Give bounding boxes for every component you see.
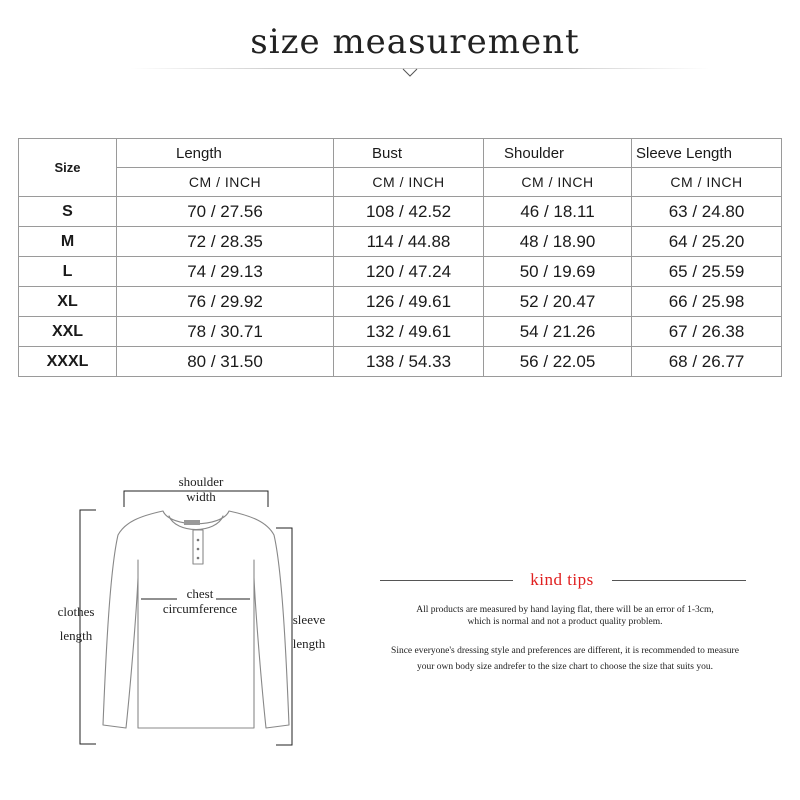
table-header-row — [19, 139, 782, 168]
size-cell: XL — [19, 287, 117, 317]
unit-label: CM / INCH — [632, 168, 782, 197]
length-cell: 78 / 30.71 — [117, 317, 334, 347]
shoulder-cell: 54 / 21.26 — [484, 317, 632, 347]
sleeve-cell: 67 / 26.38 — [632, 317, 782, 347]
chevron-down-icon — [402, 68, 418, 78]
length-column-header: Length — [117, 139, 334, 168]
table-row — [19, 197, 782, 227]
length-cell: 74 / 29.13 — [117, 257, 334, 287]
neck-label-tag — [184, 520, 200, 525]
table-row — [19, 227, 782, 257]
bust-cell: 108 / 42.52 — [334, 197, 484, 227]
size-cell: M — [19, 227, 117, 257]
table-unit-row — [19, 168, 782, 197]
size-cell: XXXL — [19, 347, 117, 377]
tip-text: All products are measured by hand laying flat, there will be an error of 1-3cm, — [416, 605, 714, 615]
shoulder-cell: 52 / 20.47 — [484, 287, 632, 317]
size-chart-table — [18, 138, 782, 377]
tips-divider-right — [612, 580, 746, 581]
bust-cell: 126 / 49.61 — [334, 287, 484, 317]
sleeve-cell: 66 / 25.98 — [632, 287, 782, 317]
sleeve-length-label: sleeve length — [292, 612, 326, 651]
sleeve-cell: 63 / 24.80 — [632, 197, 782, 227]
clothes-length-label: clothes length — [57, 604, 95, 643]
size-cell: XXL — [19, 317, 117, 347]
tip-text: Since everyone's dressing style and preferences are different, it is recommended to measure — [391, 646, 739, 656]
shoulder-cell: 50 / 19.69 — [484, 257, 632, 287]
sleeve-length-column-header: Sleeve Length — [632, 139, 782, 168]
tip-text: which is normal and not a product quality problem. — [467, 617, 663, 627]
shoulder-column-header: Shoulder — [484, 139, 632, 168]
tips-title: kind tips — [530, 570, 594, 589]
bust-cell: 120 / 47.24 — [334, 257, 484, 287]
unit-label: CM / INCH — [117, 168, 334, 197]
sleeve-cell: 65 / 25.59 — [632, 257, 782, 287]
length-cell: 72 / 28.35 — [117, 227, 334, 257]
table-row — [19, 287, 782, 317]
sleeve-cell: 64 / 25.20 — [632, 227, 782, 257]
bust-column-header: Bust — [334, 139, 484, 168]
bust-cell: 138 / 54.33 — [334, 347, 484, 377]
bust-cell: 132 / 49.61 — [334, 317, 484, 347]
title-divider — [130, 68, 710, 69]
length-cell: 80 / 31.50 — [117, 347, 334, 377]
table-row — [19, 317, 782, 347]
unit-label: CM / INCH — [334, 168, 484, 197]
tip-text: your own body size andrefer to the size chart to choose the size that suits you. — [417, 662, 713, 672]
measurement-diagram — [0, 460, 360, 760]
shoulder-width-label: shoulder width — [178, 474, 224, 504]
page-title: size measurement — [250, 22, 580, 62]
bust-cell: 114 / 44.88 — [334, 227, 484, 257]
shoulder-cell: 48 / 18.90 — [484, 227, 632, 257]
table-row — [19, 257, 782, 287]
table-row — [19, 347, 782, 377]
shoulder-cell: 46 / 18.11 — [484, 197, 632, 227]
tips-divider-left — [380, 580, 513, 581]
size-cell: L — [19, 257, 117, 287]
shoulder-cell: 56 / 22.05 — [484, 347, 632, 377]
length-cell: 70 / 27.56 — [117, 197, 334, 227]
sleeve-cell: 68 / 26.77 — [632, 347, 782, 377]
unit-label: CM / INCH — [484, 168, 632, 197]
size-column-header: Size — [19, 139, 117, 197]
chest-circumference-label: chest circumference — [162, 586, 238, 616]
size-cell: S — [19, 197, 117, 227]
length-cell: 76 / 29.92 — [117, 287, 334, 317]
